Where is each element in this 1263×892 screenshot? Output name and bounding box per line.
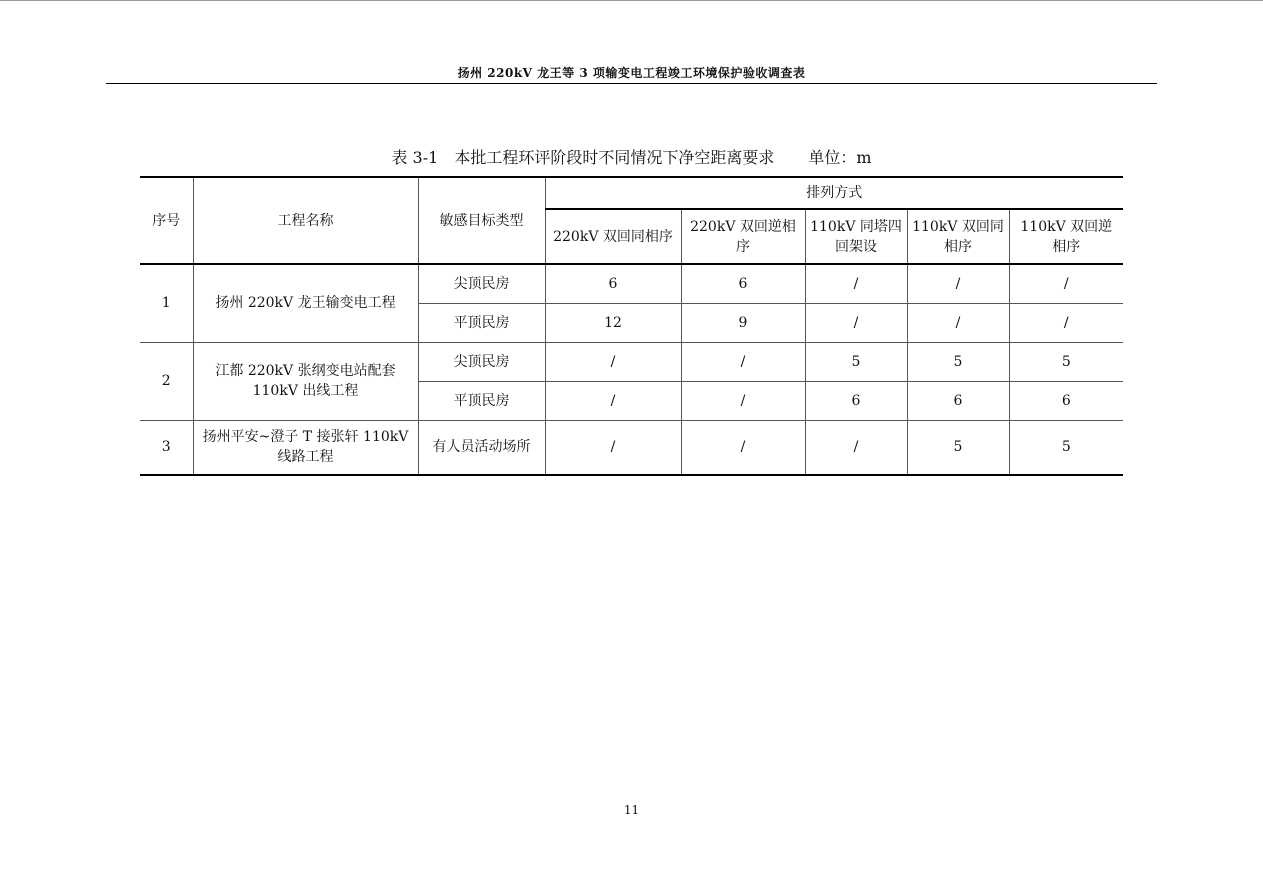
cell-value: / (545, 381, 681, 420)
cell-value: / (681, 342, 805, 381)
row-target-type: 平顶民房 (418, 303, 545, 342)
cell-value: 6 (681, 264, 805, 303)
cell-value: / (681, 381, 805, 420)
cell-value: 5 (907, 420, 1009, 475)
row-target-type: 尖顶民房 (418, 342, 545, 381)
header-col-4: 110kV 双回同相序 (907, 209, 1009, 264)
header-col-3: 110kV 同塔四回架设 (805, 209, 907, 264)
header-col-5: 110kV 双回逆相序 (1009, 209, 1123, 264)
row-target-type: 尖顶民房 (418, 264, 545, 303)
cell-value: 6 (1009, 381, 1123, 420)
row-seq: 1 (140, 264, 193, 342)
cell-value: / (1009, 303, 1123, 342)
cell-value: / (545, 342, 681, 381)
top-border-rule (0, 0, 1263, 1)
table-caption (0, 145, 1263, 168)
cell-value: 6 (545, 264, 681, 303)
header-arrangement: 排列方式 (545, 177, 1123, 209)
header-row-1 (140, 177, 1123, 209)
cell-value: 5 (1009, 420, 1123, 475)
table-caption-label: 表 3-1 本批工程环评阶段时不同情况下净空距离要求 (391, 148, 775, 167)
cell-value: 9 (681, 303, 805, 342)
cell-value: / (681, 420, 805, 475)
header-target-type: 敏感目标类型 (418, 177, 545, 264)
header-col-1: 220kV 双回同相序 (545, 209, 681, 264)
cell-value: 6 (907, 381, 1009, 420)
cell-value: 5 (1009, 342, 1123, 381)
cell-value: / (907, 264, 1009, 303)
table-row (140, 342, 1123, 381)
table-caption-unit: 单位：m (808, 148, 872, 167)
header-project-name: 工程名称 (193, 177, 418, 264)
table-row (140, 264, 1123, 303)
row-project-name: 扬州平安~澄子 T 接张轩 110kV 线路工程 (193, 420, 418, 475)
cell-value: 12 (545, 303, 681, 342)
cell-value: 6 (805, 381, 907, 420)
page-number: 11 (623, 803, 640, 817)
header-col-2: 220kV 双回逆相序 (681, 209, 805, 264)
row-seq: 3 (140, 420, 193, 475)
table-row (140, 420, 1123, 475)
row-project-name: 江都 220kV 张纲变电站配套 110kV 出线工程 (193, 342, 418, 420)
cell-value: / (907, 303, 1009, 342)
cell-value: / (545, 420, 681, 475)
cell-value: / (805, 264, 907, 303)
cell-value: 5 (805, 342, 907, 381)
cell-value: / (1009, 264, 1123, 303)
document-header-title: 扬州 220kV 龙王等 3 项输变电工程竣工环境保护验收调查表 (457, 66, 806, 80)
cell-value: / (805, 420, 907, 475)
row-project-name: 扬州 220kV 龙王输变电工程 (193, 264, 418, 342)
header-rule (106, 83, 1157, 84)
header-seq: 序号 (140, 177, 193, 264)
row-target-type: 平顶民房 (418, 381, 545, 420)
cell-value: / (805, 303, 907, 342)
cell-value: 5 (907, 342, 1009, 381)
row-target-type: 有人员活动场所 (418, 420, 545, 475)
row-seq: 2 (140, 342, 193, 420)
clearance-requirements-table (140, 176, 1123, 476)
